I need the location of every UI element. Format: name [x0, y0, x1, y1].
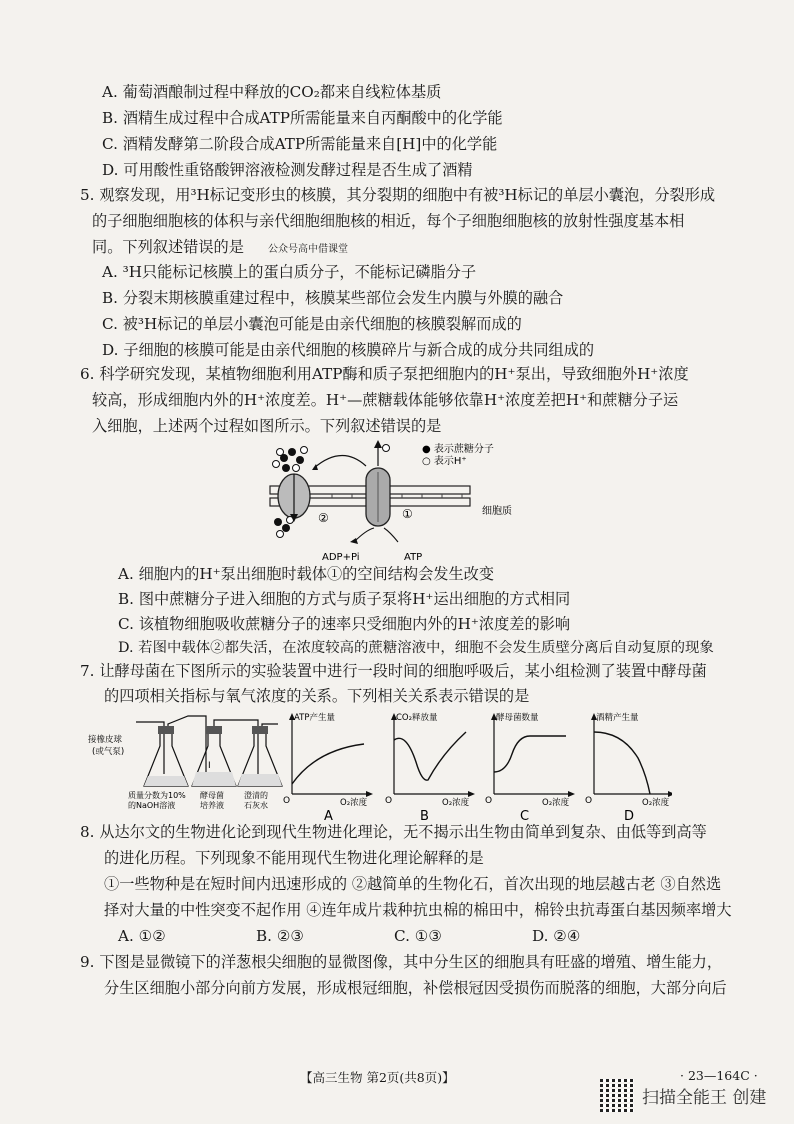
graph-d-xlabel: O₂浓度 [642, 798, 670, 808]
graph-d-origin: O [585, 796, 593, 806]
graph-d-letter: D [624, 809, 635, 822]
graph-b-xlabel: O₂浓度 [442, 798, 470, 808]
q8-option-d: D. ②④ [532, 927, 581, 945]
label-pump: 接橡皮球 [88, 735, 123, 745]
q6-stem-line2: 较高，形成细胞内外的H⁺浓度差。H⁺—蔗糖载体能够依靠H⁺浓度差把H⁺和蔗糖分子运 [92, 391, 679, 409]
bleed-through-text [622, 88, 635, 107]
q8-stem-line4: 择对大量的中性突变不起作用 ④连年成片栽种抗虫棉的棉田中，棉铃虫抗毒蛋白基因频率增大 [104, 901, 732, 919]
q8-stem-line2: 的进化历程。下列现象不能用现代生物进化理论解释的是 [104, 849, 484, 867]
yeast-apparatus-diagram [88, 712, 284, 810]
label-carrier-2: ② [318, 511, 329, 525]
label-lime1: 澄清的 [244, 791, 268, 800]
q6-option-a: A. 细胞内的H⁺泵出细胞时载体①的空间结构会发生改变 [118, 565, 495, 583]
q8-stem-line3: ①一些物种是在短时间内迅速形成的 ②越简单的生物化石，首次出现的地层越古老 ③自然选 [104, 875, 722, 893]
label-naoh1: 质量分数为10% [128, 791, 186, 800]
q6-stem-line3: 入细胞，上述两个过程如图所示。下列叙述错误的是 [92, 417, 442, 435]
graph-b-letter: B [420, 809, 429, 822]
graph-a-origin: O [283, 796, 291, 806]
q8-option-b: B. ②③ [256, 927, 305, 945]
legend-hplus: ○ 表示H⁺ [422, 456, 467, 467]
curve-c [494, 736, 566, 772]
q7-graphs [280, 710, 672, 822]
graph-a-letter: A [324, 809, 333, 822]
q5-stem-line1: 5. 观察发现，用³H标记变形虫的核膜，其分裂期的细胞中有被³H标记的单层小囊泡，分裂形成 [80, 186, 716, 204]
label-yeast2: 培养液 [200, 801, 224, 810]
q5-option-b: B. 分裂末期核膜重建过程中，核膜某些部位会发生内膜与外膜的融合 [102, 289, 564, 307]
label-carrier-1: ① [402, 507, 413, 521]
q6-option-c: C. 该植物细胞吸收蔗糖分子的速率只受细胞内外的H⁺浓度差的影响 [118, 615, 571, 633]
scanner-label: 扫描全能王 创建 [642, 1087, 767, 1108]
graph-b [385, 712, 475, 822]
sucrose-molecules-outside [273, 447, 308, 473]
page-footer-title: 【高三生物 第2页(共8页)】 [300, 1070, 455, 1085]
graph-d-ylabel: 酒精产生量 [596, 713, 639, 723]
q5-option-a: A. ³H只能标记核膜上的蛋白质分子，不能标记磷脂分子 [102, 263, 477, 281]
graph-c [485, 712, 575, 822]
q7-stem-line2: 的四项相关指标与氧气浓度的关系。下列相关关系表示错误的是 [104, 687, 530, 705]
label-adp-pi: ADP+Pi [322, 552, 360, 563]
label-cytoplasm: 细胞质 [482, 506, 512, 517]
q7-stem-line1: 7. 让酵母菌在下图所示的实验装置中进行一段时间的细胞呼吸后，某小组检测了装置中酵母菌 [80, 662, 707, 680]
q4-option-a: A. 葡萄酒酿制过程中释放的CO₂都来自线粒体基质 [102, 83, 442, 101]
molecules-inside [274, 517, 294, 538]
graph-a-xlabel: O₂浓度 [340, 798, 368, 808]
q8-stem-line1: 8. 从达尔文的生物进化论到现代生物进化理论，无不揭示出生物由简单到复杂、由低等到高等 [80, 823, 707, 841]
q6-stem-line1: 6. 科学研究发现，某植物细胞利用ATP酶和质子泵把细胞内的H⁺泵出，导致细胞外H⁺浓度 [80, 365, 689, 383]
qr-code-icon [600, 1078, 634, 1112]
scanner-watermark [600, 1078, 766, 1112]
label-pump2: (或气泵) [92, 747, 125, 757]
q5-option-c: C. 被³H标记的单层小囊泡可能是由亲代细胞的核膜裂解而成的 [102, 315, 522, 333]
q6-option-d: D. 若图中载体②都失活，在浓度较高的蔗糖溶液中，细胞不会发生质壁分离后自动复原的现象 [118, 640, 714, 656]
graph-a-ylabel: ATP产生量 [294, 713, 335, 723]
curve-b [394, 732, 466, 780]
q5-stem-line3: 同。下列叙述错误的是 [92, 238, 244, 256]
q5-option-d: D. 子细胞的核膜可能是由亲代细胞的核膜碎片与新合成的成分共同组成的 [102, 341, 595, 359]
label-naoh2: 的NaOH溶液 [128, 801, 176, 810]
label-yeast1: 酵母菌 [200, 791, 224, 800]
label-lime2: 石灰水 [244, 801, 268, 810]
label-flask-num: Ⅰ [208, 761, 211, 771]
q9-stem-line1: 9. 下图是显微镜下的洋葱根尖细胞的显微图像，其中分生区的细胞具有旺盛的增殖、增生能力， [80, 953, 723, 971]
q4-option-d: D. 可用酸性重铬酸钾溶液检测发酵过程是否生成了酒精 [102, 161, 473, 179]
label-atp: ATP [404, 552, 423, 563]
page-footer-code: · 23—164C · [680, 1068, 758, 1083]
graph-c-ylabel: 酵母菌数量 [496, 713, 539, 723]
graph-c-origin: O [485, 796, 493, 806]
q8-option-c: C. ①③ [394, 927, 442, 945]
curve-a [292, 744, 364, 784]
q5-watermark: 公众号高中借课堂 [268, 244, 348, 255]
q8-option-a: A. ①② [118, 927, 166, 945]
q5-stem-line2: 的子细胞细胞核的体积与亲代细胞细胞核的相近，每个子细胞细胞核的放射性强度基本相 [92, 212, 685, 230]
graph-b-ylabel: CO₂释放量 [396, 713, 438, 723]
q4-option-c: C. 酒精发酵第二阶段合成ATP所需能量来自[H]中的化学能 [102, 135, 498, 153]
graph-c-letter: C [520, 809, 530, 822]
q4-option-b: B. 酒精生成过程中合成ATP所需能量来自丙酮酸中的化学能 [102, 109, 503, 127]
q9-stem-line2: 分生区细胞小部分向前方发展，形成根冠细胞，补偿根冠因受损伤而脱落的细胞，大部分向后 [104, 979, 727, 997]
legend-sucrose: ● 表示蔗糖分子 [422, 444, 494, 455]
curve-d [594, 732, 650, 794]
membrane-transport-diagram [262, 438, 542, 566]
graph-b-origin: O [385, 796, 393, 806]
graph-a [283, 712, 373, 822]
q6-option-b: B. 图中蔗糖分子进入细胞的方式与质子泵将H⁺运出细胞的方式相同 [118, 590, 571, 608]
graph-c-xlabel: O₂浓度 [542, 798, 570, 808]
graph-d [585, 712, 672, 822]
